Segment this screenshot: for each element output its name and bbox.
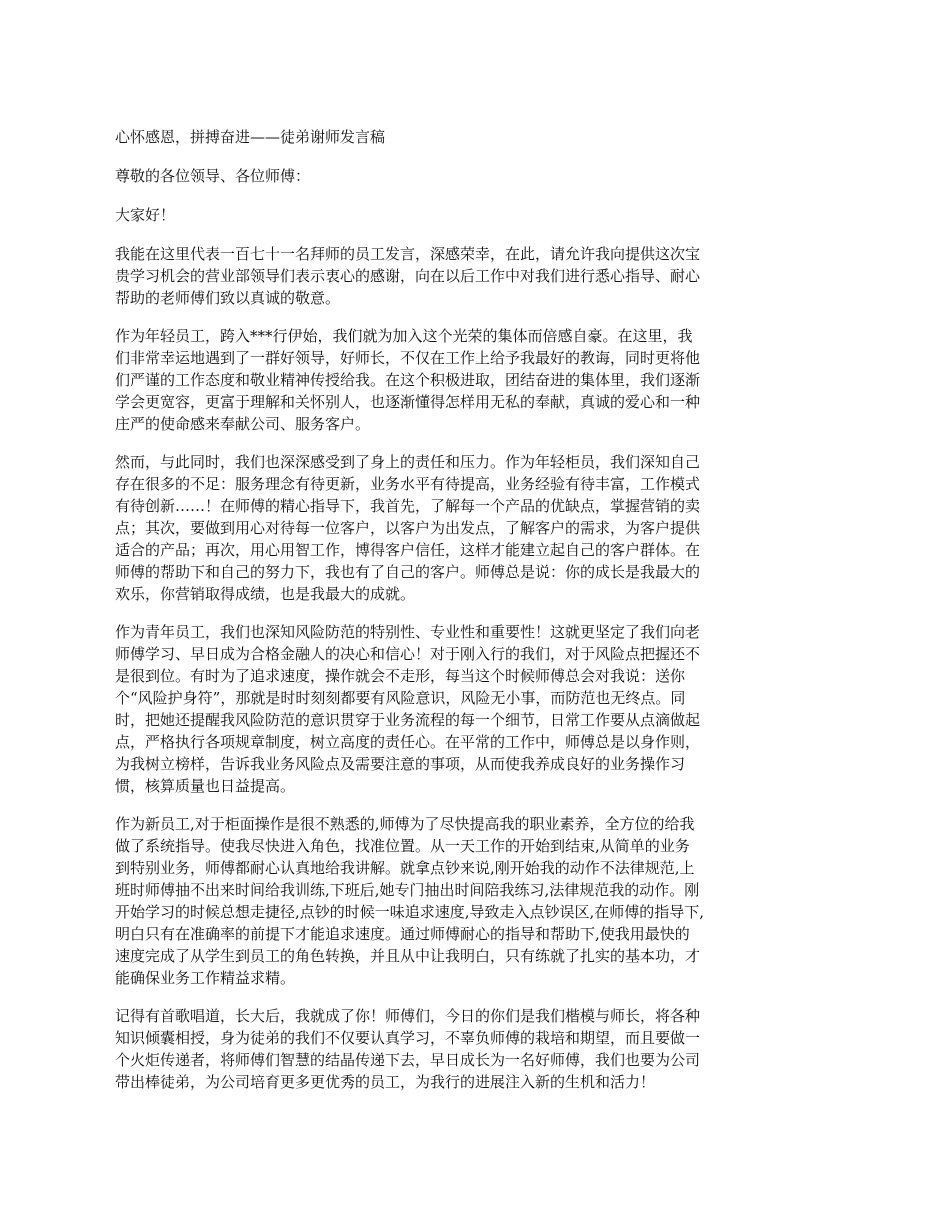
paragraph-line: 点，严格执行各项规章制度，树立高度的责任心。在平常的工作中，师傅总是以身作则，: [115, 733, 701, 751]
paragraph-line: 带出棒徒弟，为公司培育更多更优秀的员工，为我行的进展注入新的生机和活力！: [115, 1073, 656, 1091]
paragraph-line: 点；其次，要做到用心对待每一位客户，以客户为出发点，了解客户的需求，为客户提供: [115, 519, 701, 537]
paragraph-line: 速度完成了从学生到员工的角色转换，并且从中让我明白，只有练就了扎实的基本功，才: [115, 947, 701, 965]
paragraph-line: 个火炬传递者，将师傅们智慧的结晶传递下去，早日成长为一名好师傅，我们也要为公司: [115, 1051, 701, 1069]
paragraph-1: [115, 243, 841, 309]
paragraph-line: 明白只有在准确率的前提下才能追求速度。通过师傅耐心的指导和帮助下,使我用最快的: [115, 925, 690, 943]
paragraph-4: [115, 621, 841, 797]
paragraph-line: 我能在这里代表一百七十一名拜师的员工发言，深感荣幸，在此，请允许我向提供这次宝: [115, 245, 701, 263]
paragraph-line: 知识倾囊相授，身为徒弟的我们不仅要认真学习，不辜负师傅的栽培和期望，而且要做一: [115, 1029, 701, 1047]
paragraph-line: 帮助的老师傅们致以真诚的敬意。: [115, 289, 341, 307]
paragraph-line: 有待创新……！在师傅的精心指导下，我首先，了解每一个产品的优缺点，掌握营销的卖: [115, 497, 701, 515]
paragraph-line: 存在很多的不足：服务理念有待更新，业务水平有待提高，业务经验有待丰富，工作模式: [115, 475, 701, 493]
paragraph-line: 师傅的帮助下和自己的努力下，我也有了自己的客户。师傅总是说：你的成长是我最大的: [115, 563, 701, 581]
paragraph-5: [115, 813, 841, 989]
paragraph-line: 作为年轻员工，跨入***行伊始，我们就为加入这个光荣的集体而倍感自豪。在这里，我: [115, 327, 693, 345]
paragraph-line: 个“风险护身符”，那就是时时刻刻都要有风险意识，风险无小事，而防范也无终点。同: [115, 689, 686, 707]
document-title: 心怀感恩，拼搏奋进——徒弟谢师发言稿: [115, 128, 386, 146]
paragraph-line: 庄严的使命感来奉献公司、服务客户。: [115, 415, 371, 433]
paragraph-line: 开始学习的时候总想走捷径,点钞的时候一味追求速度,导致走入点钞误区,在师傅的指导下,: [115, 903, 705, 921]
paragraph-line: 是很到位。有时为了追求速度，操作就会不走形，每当这个时候师傅总会对我说：送你: [115, 667, 686, 685]
paragraph-line: 适合的产品；再次，用心用智工作，博得客户信任，这样才能建立起自己的客户群体。在: [115, 541, 701, 559]
paragraph-line: 们严谨的工作态度和敬业精神传授给我。在这个积极进取，团结奋进的集体里，我们逐渐: [115, 371, 701, 389]
paragraph-line: 做了系统指导。使我尽快进入角色，找准位置。从一天工作的开始到结束,从简单的业务: [115, 837, 690, 855]
salutation: 尊敬的各位领导、各位师傅：: [115, 167, 311, 185]
paragraph-line: 惯，核算质量也日益提高。: [115, 777, 296, 795]
paragraph-3: [115, 451, 841, 605]
paragraph-line: 时，把她还提醒我风险防范的意识贯穿于业务流程的每一个细节，日常工作要从点滴做起: [115, 711, 701, 729]
paragraph-line: 班时师傅抽不出来时间给我训练,下班后,她专门抽出时间陪我练习,法律规范我的动作。刚: [115, 881, 700, 899]
paragraph-line: 贵学习机会的营业部领导们表示衷心的感谢，向在以后工作中对我们进行悉心指导、耐心: [115, 267, 701, 285]
paragraph-line: 学会更宽容，更富于理解和关怀别人，也逐渐懂得怎样用无私的奉献，真诚的爱心和一种: [115, 393, 701, 411]
paragraph-line: 欢乐，你营销取得成绩，也是我最大的成就。: [115, 585, 416, 603]
paragraph-line: 能确保业务工作精益求精。: [115, 969, 296, 987]
paragraph-line: 们非常幸运地遇到了一群好领导，好师长，不仅在工作上给予我最好的教诲，同时更将他: [115, 349, 701, 367]
paragraph-6: [115, 1005, 841, 1093]
paragraph-line: 记得有首歌唱道，长大后，我就成了你！师傅们，今日的你们是我们楷模与师长，将各种: [115, 1007, 701, 1025]
paragraph-2: [115, 325, 841, 435]
greeting: 大家好！: [115, 206, 176, 224]
paragraph-line: 作为新员工,对于柜面操作是很不熟悉的,师傅为了尽快提高我的职业素养，全方位的给我: [115, 815, 695, 833]
document-page: [115, 126, 841, 1109]
paragraph-line: 到特别业务，师傅都耐心认真地给我讲解。就拿点钞来说,刚开始我的动作不法律规范,上: [115, 859, 695, 877]
paragraph-line: 师傅学习、早日成为合格金融人的决心和信心！对于刚入行的我们，对于风险点把握还不: [115, 645, 701, 663]
paragraph-line: 作为青年员工，我们也深知风险防范的特别性、专业性和重要性！这就更坚定了我们向老: [115, 623, 701, 641]
paragraph-line: 然而，与此同时，我们也深深感受到了身上的责任和压力。作为年轻柜员，我们深知自己: [115, 453, 701, 471]
paragraph-line: 为我树立榜样，告诉我业务风险点及需要注意的事项，从而使我养成良好的业务操作习: [115, 755, 686, 773]
